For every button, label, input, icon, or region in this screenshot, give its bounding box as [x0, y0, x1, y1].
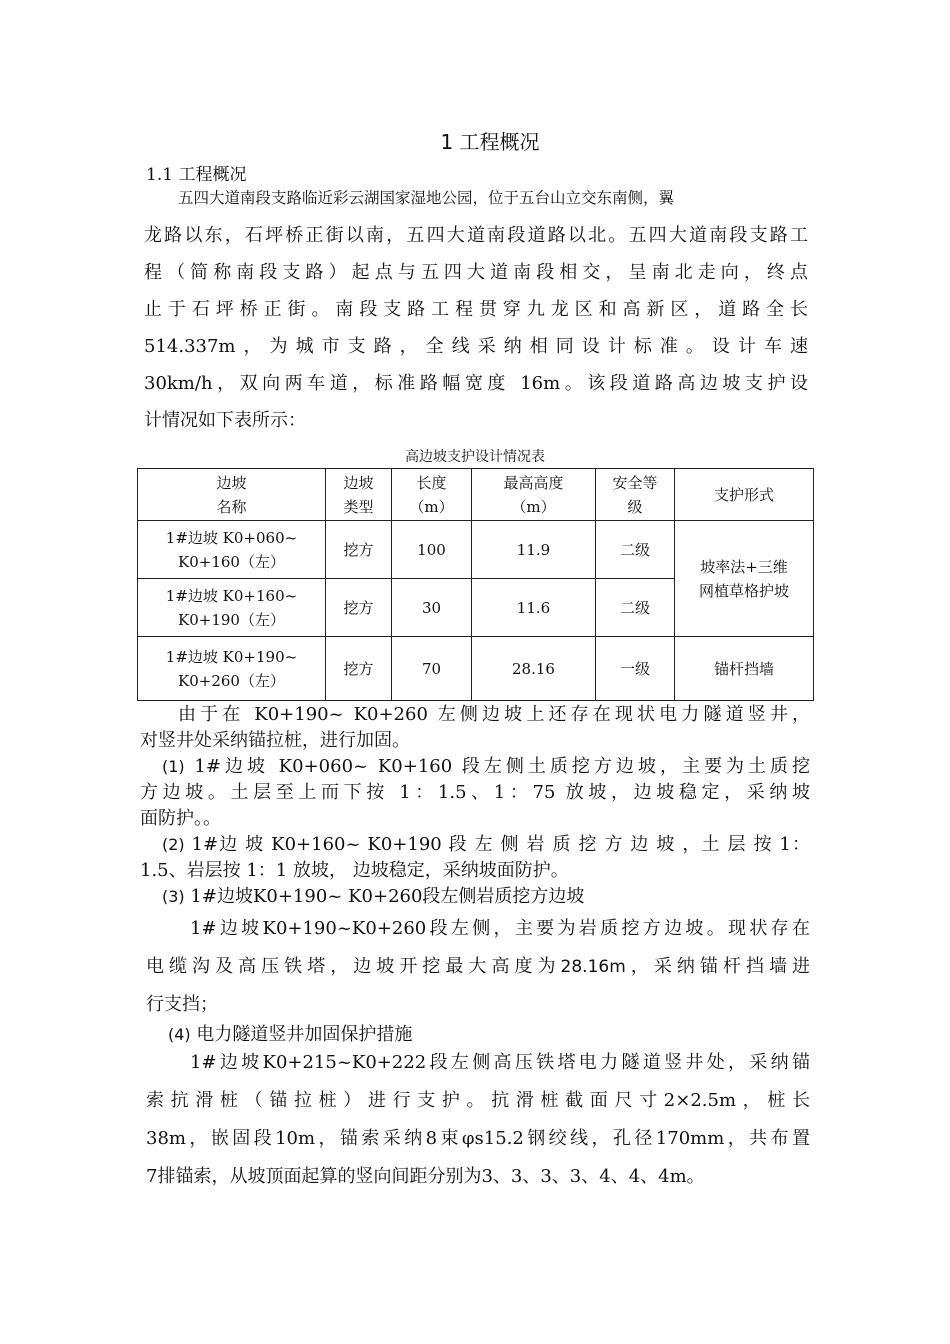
body-line: 方边坡。土层至上而下按 1：1.5、1：75 放坡，边坡稳定，采纳坡	[140, 782, 810, 803]
slope-name-cell: 1#边坡 K0+160~ K0+190（左）	[138, 579, 326, 637]
grade-cell: 一级	[596, 637, 675, 701]
reinforcement-notes	[140, 702, 810, 910]
slope-3-paragraph	[146, 910, 810, 1024]
list-item-3: (3) 1#边坡K0+190~ K0+260段左侧岩质挖方边坡	[162, 886, 585, 907]
slope-type-cell: 挖方	[326, 521, 392, 579]
body-line: 电缆沟及高压铁塔，边坡开挖最大高度为28.16m，采纳锚杆挡墙进	[146, 956, 811, 977]
header-cell: 边坡 名称	[138, 469, 326, 521]
table-row	[138, 521, 814, 579]
slope-type-cell: 挖方	[326, 637, 392, 701]
intro-line: 计情况如下表所示：	[144, 410, 306, 431]
header-cell: 安全等 级	[596, 469, 675, 521]
intro-line: 程（简称南段支路）起点与五四大道南段相交，呈南北走向，终点	[144, 262, 808, 283]
body-line: 1#边坡K0+190~K0+260段左侧，主要为岩质挖方边坡。现状存在	[190, 918, 810, 939]
list-item-2: (2) 1#边 坡 K0+160~ K0+190 段 左 侧 岩 质 挖 方 边 坡 ，土 层 按 1：	[162, 834, 810, 855]
table-caption: 高边坡支护设计情况表	[405, 449, 545, 465]
header-cell: 长度 （m）	[392, 469, 472, 521]
body-line: 行支挡；	[146, 994, 218, 1015]
body-line: 7排锚索，从坡顶面起算的竖向间距分别为3、3、3、3、4、4、4m。	[146, 1166, 705, 1187]
body-line: 1#边坡K0+215~K0+222段左侧高压铁塔电力隧道竖井处，采纳锚	[190, 1052, 810, 1073]
height-cell: 28.16	[472, 637, 596, 701]
page-title: 1 工程概况	[440, 130, 540, 154]
header-cell: 边坡 类型	[326, 469, 392, 521]
table-row	[138, 637, 814, 701]
slope-name-cell: 1#边坡 K0+190~ K0+260（左）	[138, 637, 326, 701]
list-item-4: (4) 电力隧道竖井加固保护措施	[168, 1024, 413, 1045]
intro-line: 五四大道南段支路临近彩云湖国家湿地公园，位于五台山立交东南侧，翼	[178, 189, 675, 207]
section-heading: 1.1 工程概况	[146, 165, 247, 185]
slope-name-cell: 1#边坡 K0+060~ K0+160（左）	[138, 521, 326, 579]
list-item-1: (1) 1#边坡 K0+060~ K0+160 段左侧土质挖方边坡，主要为土质挖	[162, 756, 810, 777]
slope-design-table	[137, 468, 814, 701]
intro-paragraph	[144, 180, 808, 439]
grade-cell: 二级	[596, 579, 675, 637]
body-line: 对竖井处采纳锚拉桩，进行加固。	[140, 730, 410, 751]
intro-line: 514.337m，为城市支路，全线采纳相同设计标准。设计车速	[144, 336, 808, 357]
body-line: 1.5、岩层按 1：1 放坡， 边坡稳定，采纳坡面防护。	[140, 860, 569, 881]
slope-type-cell: 挖方	[326, 579, 392, 637]
length-cell: 30	[392, 579, 472, 637]
length-cell: 70	[392, 637, 472, 701]
height-cell: 11.6	[472, 579, 596, 637]
table-header-row	[138, 469, 814, 521]
support-cell: 坡率法+三维 网植草格护坡	[675, 521, 814, 637]
height-cell: 11.9	[472, 521, 596, 579]
header-cell: 支护形式	[675, 469, 814, 521]
body-line: 面防护。。	[140, 808, 221, 829]
intro-line: 30km/h，双向两车道，标准路幅宽度 16m。该段道路高边坡支护设	[144, 373, 808, 394]
support-cell: 锚杆挡墙	[675, 637, 814, 701]
header-cell: 最高高度 （m）	[472, 469, 596, 521]
body-line: 索抗滑桩（锚拉桩）进行支护。抗滑桩截面尺寸2×2.5m，桩长	[146, 1090, 810, 1111]
body-line: 由于在 K0+190~ K0+260 左侧边坡上还存在现状电力隧道竖井，	[178, 704, 810, 725]
grade-cell: 二级	[596, 521, 675, 579]
anchor-pile-paragraph	[146, 1044, 810, 1196]
body-line: 38m，嵌固段10m，锚索采纳8束φs15.2钢绞线，孔径170mm，共布置	[146, 1128, 810, 1149]
intro-line: 龙路以东，石坪桥正街以南，五四大道南段道路以北。五四大道南段支路工	[144, 225, 808, 246]
intro-line: 止于石坪桥正街。南段支路工程贯穿九龙区和高新区，道路全长	[144, 299, 808, 320]
length-cell: 100	[392, 521, 472, 579]
